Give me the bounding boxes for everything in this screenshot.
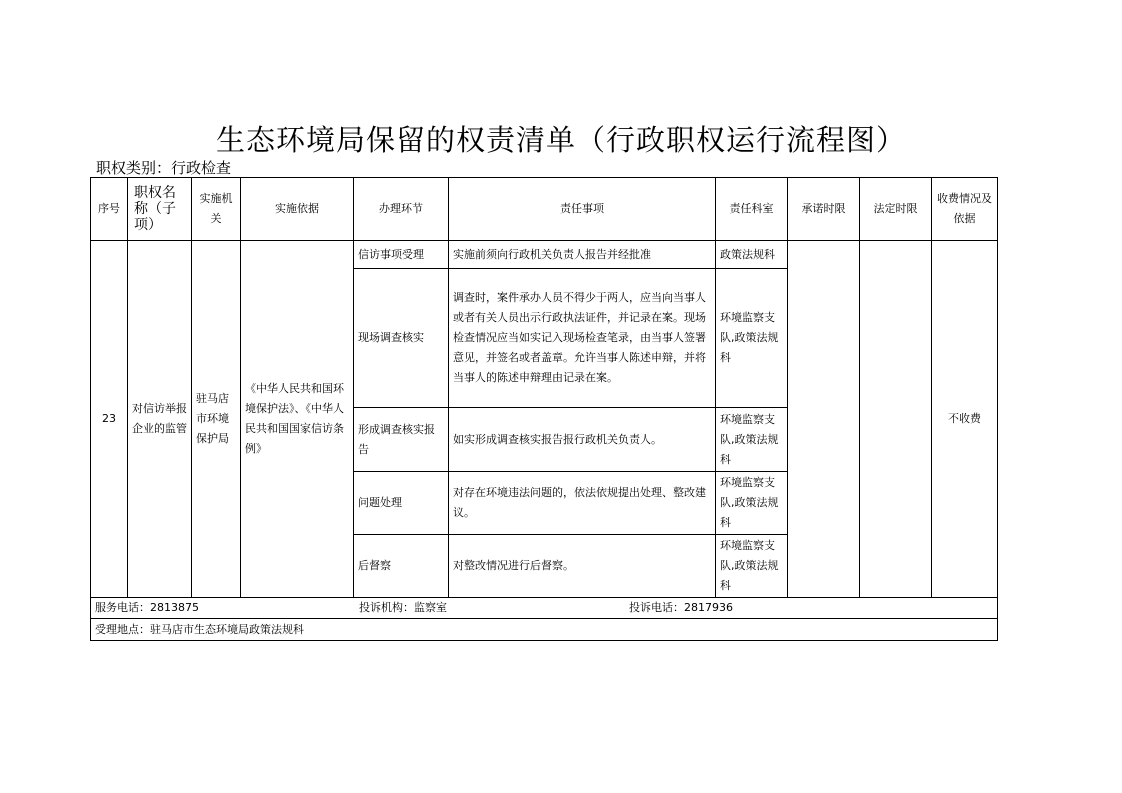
header-agency: 实施机关 [192, 178, 241, 241]
step-label: 问题处理 [354, 472, 449, 535]
service-address: 受理地点：驻马店市生态环境局政策法规科 [91, 619, 998, 641]
header-duty: 责任事项 [449, 178, 716, 241]
header-name: 职权名称（子项） [128, 178, 192, 241]
service-phone: 服务电话：2813875 [95, 601, 199, 614]
step-dept: 政策法规科 [716, 241, 788, 269]
complaint-org: 投诉机构：监察室 [359, 601, 447, 614]
row-agency: 驻马店市环境保护局 [192, 241, 241, 598]
step-label: 后督察 [354, 535, 449, 598]
header-legal: 法定时限 [860, 178, 932, 241]
header-fee: 收费情况及依据 [932, 178, 998, 241]
footer-contact-cell [91, 598, 998, 619]
step-duty: 如实形成调查核实报告报行政机关负责人。 [449, 408, 716, 472]
step-dept: 环境监察支队,政策法规科 [716, 535, 788, 598]
row-seq: 23 [91, 241, 128, 598]
step-label: 现场调查核实 [354, 269, 449, 408]
authority-table [90, 177, 998, 641]
step-label: 形成调查核实报告 [354, 408, 449, 472]
step-dept: 环境监察支队,政策法规科 [716, 472, 788, 535]
step-duty: 对整改情况进行后督察。 [449, 535, 716, 598]
step-label: 信访事项受理 [354, 241, 449, 269]
row-name: 对信访举报企业的监管 [128, 241, 192, 598]
header-seq: 序号 [91, 178, 128, 241]
table-row [91, 241, 998, 269]
step-dept: 环境监察支队,政策法规科 [716, 269, 788, 408]
header-step: 办理环节 [354, 178, 449, 241]
header-dept: 责任科室 [716, 178, 788, 241]
table-header-row [91, 178, 998, 241]
page-title: 生态环境局保留的权责清单（行政职权运行流程图） [215, 123, 906, 157]
step-dept: 环境监察支队,政策法规科 [716, 408, 788, 472]
row-basis: 《中华人民共和国环境保护法》、《中华人民共和国国家信访条例》 [241, 241, 354, 598]
row-legal [860, 241, 932, 598]
header-basis: 实施依据 [241, 178, 354, 241]
row-fee: 不收费 [932, 241, 998, 598]
step-duty: 对存在环境违法问题的，依法依规提出处理、整改建议。 [449, 472, 716, 535]
footer-address-row [91, 619, 998, 641]
footer-contact-row [91, 598, 998, 619]
footer-contact [95, 598, 993, 618]
step-duty: 调查时，案件承办人员不得少于两人，应当向当事人或者有关人员出示行政执法证件，并记录在案。现场检查情况应当如实记入现场检查笔录，由当事人签署意见，并签名或者盖章。允许当事人陈述申辩，并将当事人的陈述申辩理由记录在案。 [449, 269, 716, 408]
complaint-phone: 投诉电话：2817936 [629, 601, 733, 614]
authority-category: 职权类别：行政检查 [96, 159, 232, 177]
header-promise: 承诺时限 [788, 178, 860, 241]
step-duty: 实施前须向行政机关负责人报告并经批准 [449, 241, 716, 269]
row-promise [788, 241, 860, 598]
